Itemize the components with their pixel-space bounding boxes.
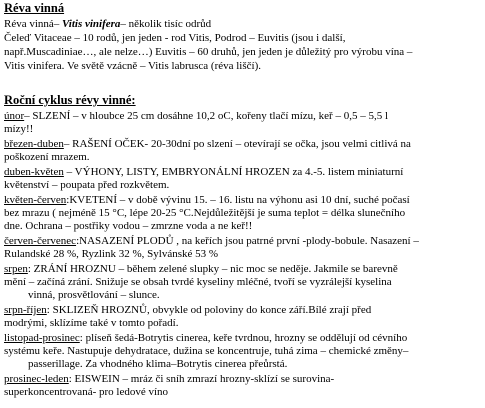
entry-text: – VÝHONY, LISTY, EMBRYONÁLNÍ HROZEN za 4.-5. listem miniaturní bbox=[63, 166, 404, 178]
entry-line: superkoncentrovaná- pro ledové víno bbox=[4, 386, 169, 398]
entry-term: duben-květen bbox=[4, 166, 64, 178]
entry-line: květenství – poupata před rozkvětem. bbox=[4, 179, 170, 191]
cycle-heading: Roční cyklus révy vinné: bbox=[4, 93, 136, 107]
entry-line: bez mrazu ( nejméně 15 °C, lépe 20-25 °C.Nejdůležitější je suma teplot = délka slunečního bbox=[4, 207, 406, 219]
entry-line bbox=[4, 166, 403, 179]
latin-name: Vitis vinifera bbox=[59, 18, 121, 30]
entry-line bbox=[4, 373, 334, 386]
entry-line bbox=[4, 332, 407, 345]
entry-term: červen-červenec bbox=[4, 235, 77, 247]
intro-line-1 bbox=[4, 18, 211, 31]
entry-text: : SKLIZEŇ HROZNŮ, obvykle od poloviny do konce září.Bílé zrají před bbox=[46, 304, 372, 316]
intro-line-3: např.Muscadiniae…, ale nelze…) Euvitis – 60 druhů, jen jeden je důležitý pro výrobu vína – bbox=[4, 46, 413, 58]
entry-line: Rulandské 28 %, Ryzlink 32 %, Sylvánské 53 % bbox=[4, 248, 219, 260]
intro-text: – několik tisíc odrůd bbox=[120, 18, 212, 30]
entry-text: : ZRÁNÍ HROZNU – během zelené slupky – nic moc se neděje. Jakmile se barevně bbox=[27, 263, 398, 275]
entry-line: poškození mrazem. bbox=[4, 151, 90, 163]
entry-term: srpn-říjen bbox=[4, 304, 47, 316]
entry-line: mízy!! bbox=[4, 123, 34, 135]
entry-line bbox=[4, 138, 411, 151]
entry-line bbox=[4, 235, 419, 248]
entry-line bbox=[4, 304, 371, 317]
entry-line: dne. Ochrana – postřiky vodou – zmrzne voda a ne keř!! bbox=[4, 220, 253, 232]
entry-line: vinná, prosvětlování – slunce. bbox=[28, 289, 160, 301]
entry-text: :KVETENÍ – v době vývinu 15. – 16. listu na výhonu asi 10 dní, suché počasí bbox=[66, 194, 410, 206]
entry-term: květen-červen bbox=[4, 194, 67, 206]
entry-text: – RAŠENÍ OČEK- 20-30dní po slzení – otevírají se očka, jsou velmi citlivá na bbox=[63, 138, 411, 150]
entry-line bbox=[4, 263, 398, 276]
entry-line: modrými, sklízíme také v tomto pořadí. bbox=[4, 317, 179, 329]
entry-term: prosinec-leden bbox=[4, 373, 69, 385]
entry-text: :NASAZENÍ PLODŮ , na keřích jsou patrné první -plody-bobule. Nasazení – bbox=[76, 235, 419, 247]
entry-line bbox=[4, 110, 388, 123]
entry-line: passerillage. Za vhodného klima–Botrytis cinerea přeůrstá. bbox=[28, 358, 288, 370]
entry-line: systému keře. Nastupuje dehydratace, dužina se koncentruje, tuhá zima – chemické změny– bbox=[4, 345, 409, 357]
intro-line-2: Čeleď Vitaceae – 10 rodů, jen jeden - rod Vitis, Podrod – Euvitis (jsou i další, bbox=[4, 32, 346, 44]
entry-line bbox=[4, 194, 410, 207]
entry-text: : plíseň šedá-Botrytis cinerea, keře tvrdnou, hrozny se oddělují od cévního bbox=[79, 332, 408, 344]
title: Réva vinná bbox=[4, 1, 65, 15]
entry-term: listopad-prosinec bbox=[4, 332, 80, 344]
entry-text: : EISWEIN – mráz či sníh zmrazí hrozny-sklízí se surovina- bbox=[68, 373, 335, 385]
intro-text: Réva vinná– bbox=[4, 18, 60, 30]
intro-line-4: Vitis vinifera. Ve světě vzácně – Vitis labrusca (réva liščí). bbox=[4, 60, 261, 72]
entry-term: březen-duben bbox=[4, 138, 64, 150]
entry-text: – SLZENÍ – v hloubce 25 cm dosáhne 10,2 oC, kořeny tlačí mízu, keř – 0,5 – 5,5 l bbox=[24, 110, 389, 122]
entry-term: únor bbox=[4, 110, 25, 122]
entry-line: mění – začíná zrání. Snižuje se obsah tvrdé kyseliny mléčné, tvoří se vyzrálejší kyselina bbox=[4, 276, 392, 288]
entry-term: srpen bbox=[4, 263, 28, 275]
